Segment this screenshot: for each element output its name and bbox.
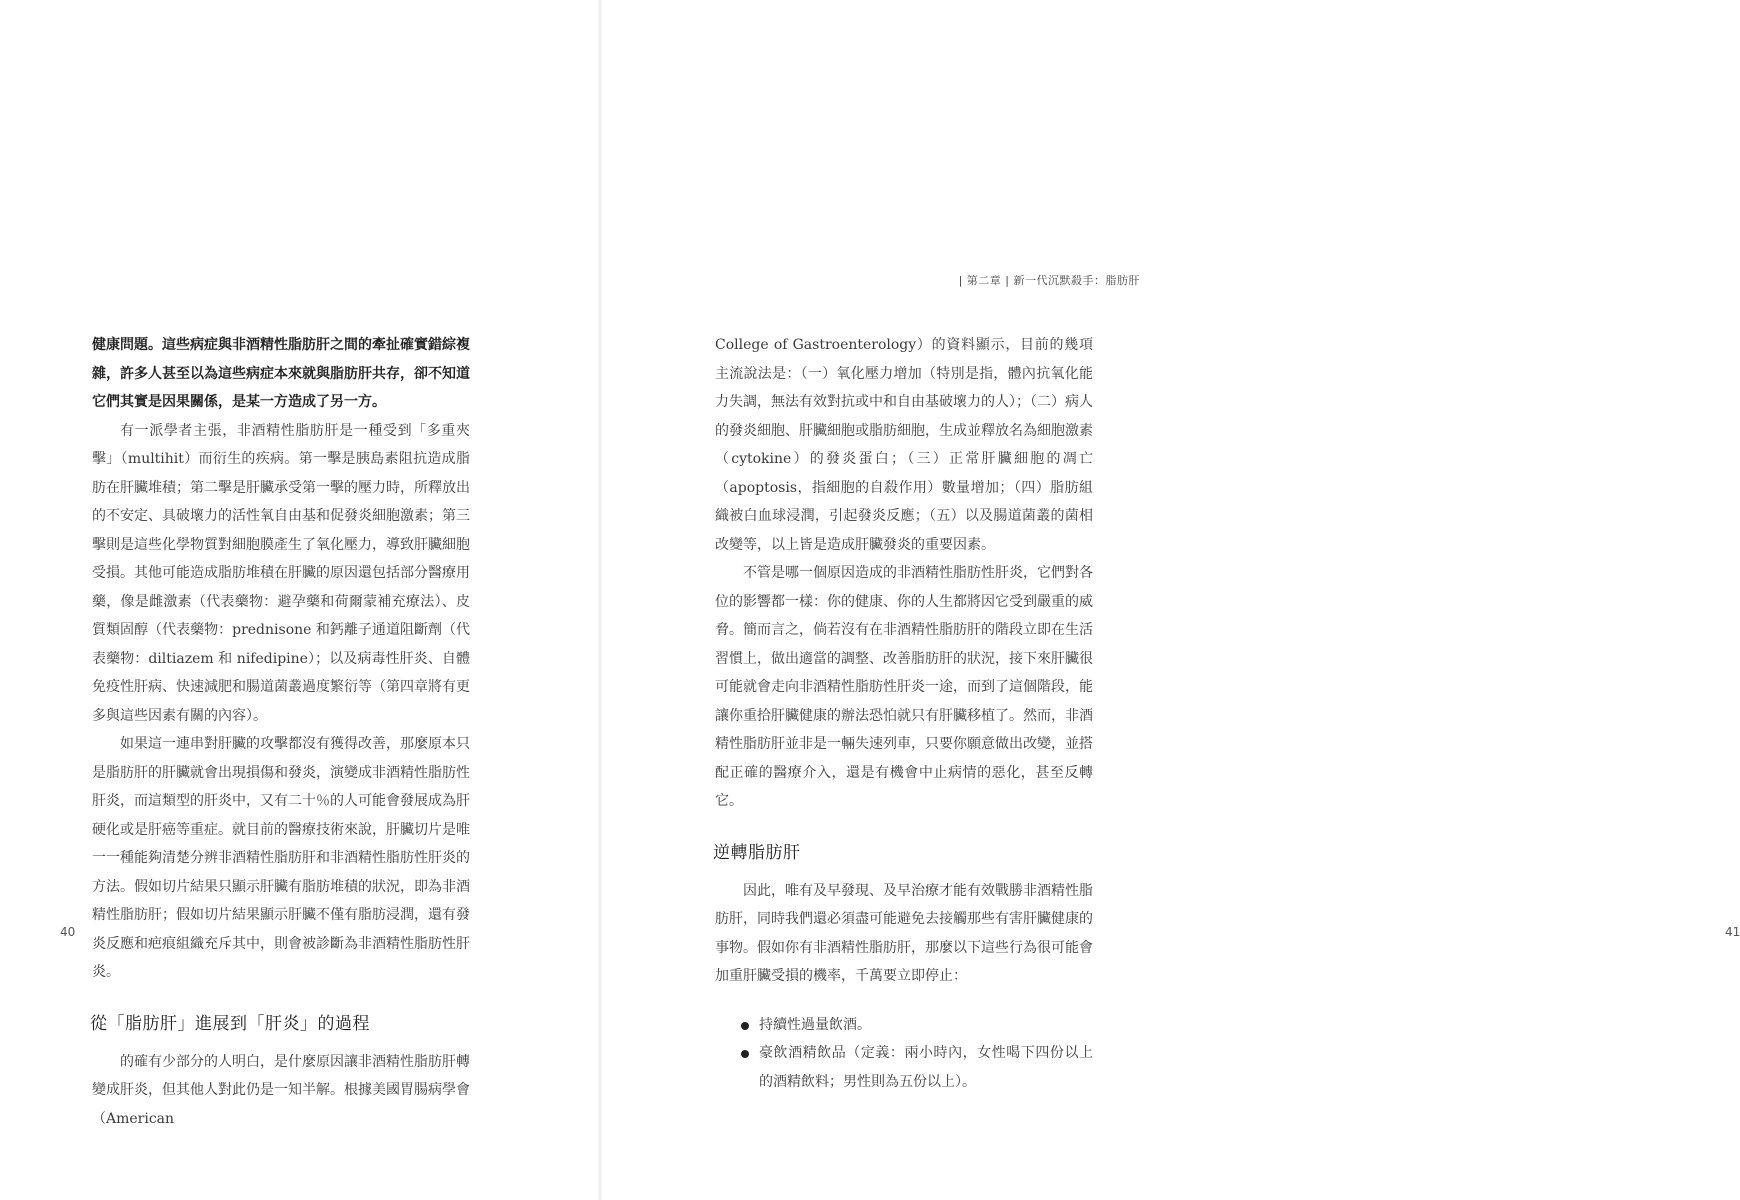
right-section-heading: 逆轉脂肪肝 — [713, 842, 801, 863]
list-item — [735, 1011, 1093, 1040]
left-section-heading: 從「脂肪肝」進展到「肝炎」的過程 — [90, 1013, 370, 1034]
list-item — [735, 1039, 1093, 1096]
running-header: | 第二章 | 新一代沉默殺手：脂肪肝 — [958, 274, 1140, 287]
left-paragraph-3: 如果這一連串對肝臟的攻擊都沒有獲得改善，那麼原本只是脂肪肝的肝臟就會出現損傷和發炎，演變成非酒精性脂肪性肝炎，而這類型的肝炎中，又有二十％的人可能會發展成為肝硬化或是肝癌等重症。就目前的醫療技術來說，肝臟切片是唯一一種能夠清楚分辨非酒精性脂肪肝和非酒精性脂肪性肝炎的方法。假如切片結果只顯示肝臟有脂肪堆積的狀況，即為非酒精性脂肪肝；假如切片結果顯示肝臟不僅有脂肪浸潤，還有發炎反應和疤痕組織充斥其中，則會被診斷為非酒精性脂肪性肝炎。 — [92, 736, 470, 980]
right-paragraph-1: College of Gastroenterology）的資料顯示，目前的幾項主流說法是：（一）氧化壓力增加（特別是指，體內抗氧化能力失調，無法有效對抗或中和自由基破壞力的人）；（二）病人的發炎細胞、肝臟細胞或脂肪細胞，生成並釋放名為細胞激素（cytokine）的發炎蛋白；（三）正常肝臟細胞的凋亡（apoptosis，指細胞的自殺作用）數量增加；（四）脂肪組織被白血球浸潤，引起發炎反應；（五）以及腸道菌叢的菌相改變等，以上皆是造成肝臟發炎的重要因素。 — [715, 337, 1093, 553]
left-paragraph-2: 有一派學者主張，非酒精性脂肪肝是一種受到「多重夾擊」（multihit）而衍生的疾病。第一擊是胰島素阻抗造成脂肪在肝臟堆積；第二擊是肝臟承受第一擊的壓力時，所釋放出的不安定、具破壞力的活性氧自由基和促發炎細胞激素；第三擊則是這些化學物質對細胞膜產生了氧化壓力，導致肝臟細胞受損。其他可能造成脂肪堆積在肝臟的原因還包括部分醫療用藥，像是雌激素（代表藥物：避孕藥和荷爾蒙補充療法）、皮質類固醇（代表藥物：prednisone 和鈣離子通道阻斷劑（代表藥物：diltiazem 和 nifedipine）；以及病毒性肝炎、自體免疫性肝病、快速減肥和腸道菌叢過度繁衍等（第四章將有更多與這些因素有關的內容）。 — [92, 422, 470, 724]
right-paragraph-2: 不管是哪一個原因造成的非酒精性脂肪性肝炎，它們對各位的影響都一樣：你的健康、你的人生都將因它受到嚴重的威脅。簡而言之，倘若沒有在非酒精性脂肪肝的階段立即在生活習慣上，做出適當的調整、改善脂肪肝的狀況，接下來肝臟很可能就會走向非酒精性脂肪性肝炎一途，而到了這個階段，能讓你重拾肝臟健康的辦法恐怕就只有肝臟移植了。然而，非酒精性脂肪肝並非是一輛失速列車，只要你願意做出改變，並搭配正確的醫療介入，還是有機會中止病情的惡化，甚至反轉它。 — [715, 565, 1093, 809]
bullet-icon — [741, 1022, 749, 1030]
right-paragraph-3: 因此，唯有及早發現、及早治療才能有效戰勝非酒精性脂肪肝，同時我們還必須盡可能避免去接觸那些有害肝臟健康的事物。假如你有非酒精性脂肪肝，那麼以下這些行為很可能會加重肝臟受損的機率，千萬要立即停止： — [715, 882, 1093, 984]
left-page — [0, 0, 600, 1200]
left-text-block — [92, 331, 470, 1133]
left-paragraph-4: 的確有少部分的人明白，是什麼原因讓非酒精性脂肪肝轉變成肝炎，但其他人對此仍是一知半解。根據美國胃腸病學會（American — [92, 1053, 470, 1127]
bullet-list — [715, 1011, 1093, 1097]
bullet-text: 持續性過量飲酒。 — [759, 1016, 871, 1033]
left-paragraph-1: 健康問題。這些病症與非酒精性脂肪肝之間的牽扯確實錯綜複雜，許多人甚至以為這些病症本來就與脂肪肝共存，卻不知道它們其實是因果關係，是某一方造成了另一方。 — [92, 337, 470, 410]
bullet-icon — [741, 1050, 749, 1058]
bullet-text: 豪飲酒精飲品（定義：兩小時內，女性喝下四份以上的酒精飲料；男性則為五份以上）。 — [759, 1045, 1093, 1090]
right-text-block — [715, 331, 1093, 1096]
page-number-right: 41 — [1725, 925, 1740, 939]
page-number-left: 40 — [60, 925, 76, 939]
